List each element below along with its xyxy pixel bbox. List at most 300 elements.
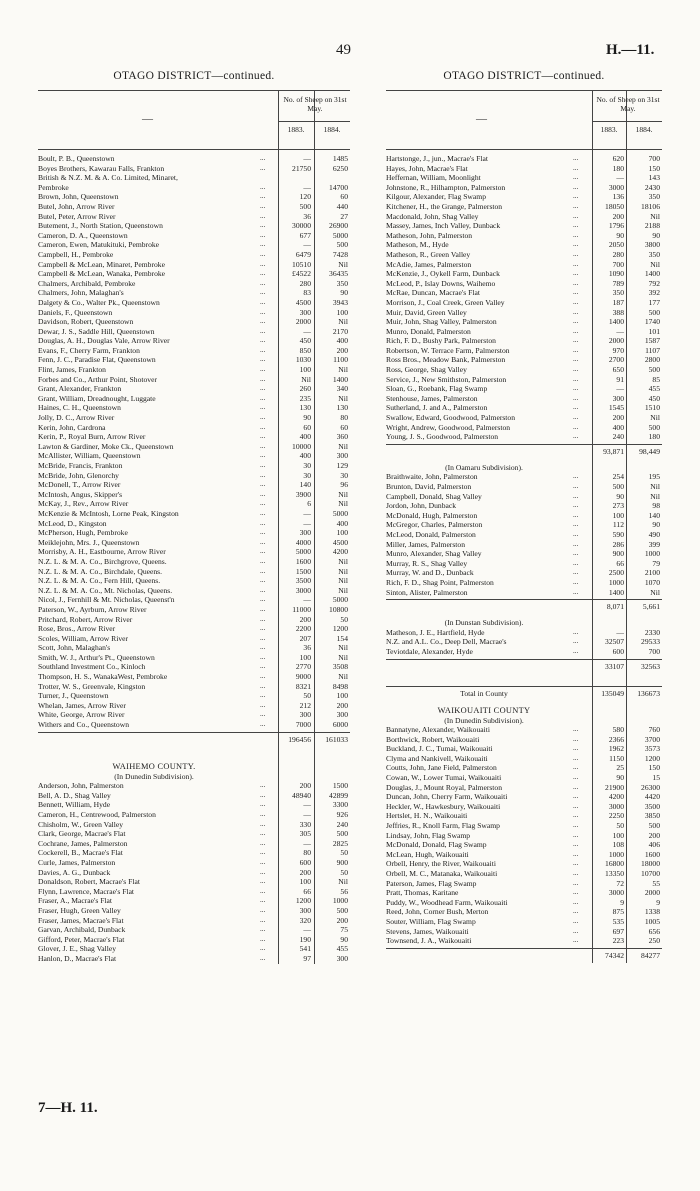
sheep-1884-value: Nil	[338, 499, 348, 509]
leader-dots: ...	[573, 211, 579, 220]
sheep-1883-value: 677	[299, 230, 311, 240]
sheep-1884-value: 300	[336, 451, 348, 461]
right-table-body	[386, 150, 662, 963]
owner-name: McKenzie & McIntosh, Lorne Peak, Kingston	[38, 508, 179, 518]
leader-dots: ...	[260, 710, 266, 719]
table-row	[38, 672, 350, 682]
sheep-1884-value: 8498	[332, 681, 348, 691]
sheep-1883-value: 260	[299, 384, 311, 394]
leader-dots: ...	[573, 926, 579, 935]
sheep-1883-value: 1030	[295, 355, 311, 365]
sheep-1884-value: 32563	[641, 661, 660, 671]
leader-dots: ...	[260, 547, 266, 556]
table-row	[38, 615, 350, 625]
sheep-1883-value: 6479	[295, 249, 311, 259]
leader-dots: ...	[260, 240, 266, 249]
leader-dots: ...	[573, 269, 579, 278]
leader-dots: ...	[573, 869, 579, 877]
leader-dots: ...	[573, 326, 579, 335]
table-row	[386, 568, 662, 578]
sheep-1883-value: 18050	[605, 201, 624, 211]
table-row	[386, 879, 662, 889]
owner-name: Stenhouse, James, Palmerston	[386, 393, 478, 403]
table-row	[38, 800, 350, 810]
table-row	[38, 173, 350, 183]
sheep-count-header: No. of Sheep on 31st May.	[283, 95, 347, 113]
table-row	[386, 432, 662, 442]
owner-name: Gifford, Peter, Macrae's Flat	[38, 934, 125, 944]
sheep-1883-value: 120	[299, 192, 311, 202]
sheep-1883-value: 112	[612, 520, 624, 530]
sheep-1883-value: 100	[612, 510, 624, 520]
leader-dots: ...	[260, 925, 266, 934]
leader-dots: ...	[573, 916, 579, 925]
owner-name: Borthwick, Robert, Waikouaiti	[386, 734, 480, 744]
sheep-1883-value: 100	[299, 365, 311, 375]
subdivision-heading	[386, 463, 662, 473]
table-row	[386, 336, 662, 346]
sheep-1884-value: 350	[336, 278, 348, 288]
table-row	[386, 346, 662, 356]
leader-dots: ...	[260, 326, 266, 335]
table-row	[386, 783, 662, 793]
owner-name: Matheson, M., Hyde	[386, 240, 449, 250]
sheep-1884-value: 500	[648, 422, 660, 432]
owner-name: Campbell & McLean, Wanaka, Pembroke	[38, 269, 166, 279]
leader-dots: ...	[573, 897, 579, 906]
leader-dots: ...	[573, 422, 579, 431]
owner-name: Massey, James, Inch Valley, Dunback	[386, 221, 501, 231]
owner-name: Murray, R. S., Shag Valley	[386, 558, 468, 568]
leader-dots: ...	[260, 269, 266, 278]
table-row	[386, 472, 662, 482]
sheep-1884-value: Nil	[338, 566, 348, 576]
sheep-1884-value: 455	[648, 384, 660, 394]
sheep-1884-value: 2188	[644, 221, 660, 231]
owner-name: Pratt, Thomas, Karitane	[386, 888, 459, 898]
owner-name: Jeffries, R., Knoll Farm, Flag Swamp	[386, 821, 500, 831]
sheep-1883-value: 300	[299, 528, 311, 538]
sheep-1883-value: —	[303, 838, 311, 848]
leader-dots: ...	[260, 790, 266, 799]
table-row	[38, 810, 350, 820]
owner-name: McDonald, Donald, Flag Swamp	[386, 840, 487, 850]
sheep-1883-value: 789	[612, 278, 624, 288]
sheep-1884-value: 5,661	[642, 602, 660, 612]
sheep-1884-value: 1510	[644, 403, 660, 413]
owner-name: Matheson, R., Green Valley	[386, 249, 471, 259]
name-column-dash: —	[142, 113, 153, 125]
sheep-1884-value: 5000	[332, 230, 348, 240]
owner-name: Whelan, James, Arrow River	[38, 700, 126, 710]
leader-dots: ...	[573, 182, 579, 191]
leader-dots: ...	[260, 819, 266, 828]
leader-dots: ...	[573, 278, 579, 287]
table-row	[38, 365, 350, 375]
sheep-1884-value: 90	[340, 934, 348, 944]
year-1884-header: 1884.	[635, 125, 653, 134]
sheep-1884-value: 26900	[329, 221, 348, 231]
leader-dots: ...	[260, 595, 266, 604]
owner-name: Jolly, D. C., Arrow River	[38, 413, 115, 423]
sheep-1884-value: 2330	[644, 627, 660, 637]
table-row	[386, 492, 662, 502]
table-row	[38, 528, 350, 538]
owner-name: Hanlon, D., Macrae's Flat	[38, 953, 117, 963]
sheep-1884-value: 340	[336, 384, 348, 394]
sheep-1883-value: 600	[299, 857, 311, 867]
leader-dots: ...	[573, 734, 579, 743]
sheep-1883-value: Nil	[301, 374, 311, 384]
owner-name: Macdonald, John, Shag Valley	[386, 211, 479, 221]
sheep-1884-value: 400	[336, 336, 348, 346]
table-row	[38, 653, 350, 663]
total-row	[386, 659, 662, 674]
sheep-1884-value: 1100	[333, 355, 348, 365]
sheep-1884-value: 84277	[641, 950, 660, 960]
table-row	[386, 907, 662, 917]
sheep-1883-value: —	[303, 810, 311, 819]
sheep-1883-value: 1796	[608, 221, 624, 231]
leader-dots: ...	[260, 182, 266, 191]
sheep-1883-value: 21750	[292, 163, 311, 173]
sheep-1883-value: 388	[612, 307, 624, 317]
leader-dots: ...	[573, 413, 579, 422]
sheep-1883-value: 36	[303, 643, 311, 653]
table-row	[386, 375, 662, 385]
leader-dots: ...	[573, 259, 579, 268]
owner-name: McPherson, Hugh, Pembroke	[38, 528, 128, 538]
owner-name: Dewar, J. S., Saddle Hill, Queenstown	[38, 326, 155, 336]
leader-dots: ...	[573, 627, 579, 636]
owner-name: Douglas, J., Mount Royal, Palmerston	[386, 782, 503, 792]
leader-dots: ...	[260, 489, 266, 498]
sheep-1883-value: 100	[299, 652, 311, 662]
sheep-1884-value: 50	[340, 848, 348, 858]
sheep-1883-value: 1150	[609, 753, 624, 763]
table-row	[38, 576, 350, 586]
owner-name: Chalmers, Archibald, Pembroke	[38, 278, 136, 288]
owner-name: Orbell, Henry, the River, Waikouaiti	[386, 859, 497, 869]
sheep-1883-value: 2366	[608, 734, 624, 744]
sheep-1884-value: 100	[336, 528, 348, 538]
owner-name: Davies, A. G., Dunback	[38, 867, 111, 877]
total-row	[386, 599, 662, 614]
table-row	[38, 298, 350, 308]
table-row	[38, 781, 350, 791]
leader-dots: ...	[573, 432, 579, 441]
leader-dots: ...	[260, 781, 266, 790]
leader-dots: ...	[573, 288, 579, 297]
sheep-1884-value: 500	[336, 240, 348, 250]
sheep-1884-value: 177	[648, 297, 660, 307]
sheep-1884-value: 399	[648, 539, 660, 549]
sheep-1883-value: 200	[612, 413, 624, 423]
leader-dots: ...	[573, 782, 579, 791]
sheep-1883-value: 535	[612, 916, 624, 926]
owner-name: Rose, Bros., Arrow River	[38, 624, 116, 634]
table-row	[38, 710, 350, 720]
sheep-1884-value: 3573	[644, 744, 660, 754]
sheep-1884-value: 143	[648, 173, 660, 183]
table-row	[38, 308, 350, 318]
left-table-body	[38, 150, 350, 964]
sheep-1884-value: 30	[340, 470, 348, 480]
sheep-1884-value: 161033	[325, 734, 348, 744]
owner-name: Evans, F., Cherry Farm, Frankton	[38, 345, 140, 355]
owner-name: McLeod, D., Kingston	[38, 518, 107, 528]
leader-dots: ...	[260, 800, 266, 809]
sheep-1884-value: 150	[648, 163, 660, 173]
table-row	[38, 877, 350, 887]
leader-dots: ...	[260, 278, 266, 287]
year-1883-header: 1883.	[287, 125, 305, 134]
sheep-1884-value: 75	[340, 925, 348, 935]
table-row	[386, 231, 662, 241]
table-row	[386, 530, 662, 540]
owner-name: Douglas, A. H., Douglas Vale, Arrow River	[38, 336, 170, 346]
owner-name: Sutherland, J. and A., Palmerston	[386, 403, 488, 413]
owner-name: Hertslet, H. N., Waikouaiti	[386, 811, 468, 821]
sheep-1884-value: Nil	[650, 211, 660, 221]
sheep-1884-value: 1000	[644, 549, 660, 559]
owner-name: Fraser, Hugh, Green Valley	[38, 905, 121, 915]
sheep-1884-value: Nil	[338, 652, 348, 662]
owner-name: Heckler, W., Hawkesbury, Waikouaiti	[386, 801, 501, 811]
owner-name: Southland Investment Co., Kinloch	[38, 662, 146, 672]
sheep-1884-value: 2000	[644, 888, 660, 898]
table-row	[386, 520, 662, 530]
owner-name: White, George, Arrow River	[38, 710, 125, 720]
leader-dots: ...	[260, 614, 266, 623]
owner-name: Hartstonge, J., jun., Macrae's Flat	[386, 154, 488, 163]
owner-name: Bell, A. D., Shag Valley	[38, 790, 111, 800]
leader-dots: ...	[573, 539, 579, 548]
sheep-1883-value: 97	[303, 953, 311, 963]
table-row	[386, 549, 662, 559]
leader-dots: ...	[260, 163, 266, 172]
leader-dots: ...	[260, 886, 266, 895]
leader-dots: ...	[573, 472, 579, 481]
heading-text: (In Dunstan Subdivision).	[444, 618, 524, 628]
leader-dots: ...	[573, 859, 579, 868]
owner-name: Flynn, Lawrence, Macrae's Flat	[38, 886, 135, 896]
table-row	[38, 557, 350, 567]
table-row	[386, 869, 662, 879]
table-row	[386, 423, 662, 433]
table-row	[38, 538, 350, 548]
sheep-1883-value: —	[303, 326, 311, 336]
sheep-1883-value: —	[303, 182, 311, 192]
sheep-1883-value: 187	[612, 297, 624, 307]
sheep-1884-value: 500	[336, 829, 348, 839]
owner-name: Curle, James, Palmerston	[38, 857, 116, 867]
owner-name: Cockerell, B., Macrae's Flat	[38, 848, 123, 858]
owner-name: Rich, F. D., Bushy Park, Palmerston	[386, 336, 496, 346]
table-row	[386, 859, 662, 869]
leader-dots: ...	[260, 867, 266, 876]
table-row	[386, 792, 662, 802]
owner-name: Rich, F. D., Shag Point, Palmerston	[386, 577, 494, 587]
sheep-1883-value: —	[303, 595, 311, 605]
sheep-1883-value: 970	[612, 345, 624, 355]
table-row	[38, 451, 350, 461]
sheep-1883-value: 2770	[295, 662, 311, 672]
sheep-1884-value: 350	[648, 249, 660, 259]
owner-name: Boult, P. B., Queenstown	[38, 154, 115, 163]
sheep-1883-value: 5000	[295, 547, 311, 557]
table-row	[386, 202, 662, 212]
table-row	[38, 595, 350, 605]
sheep-1883-value: 32507	[605, 637, 624, 647]
owner-name: Withers and Co., Queenstown	[38, 720, 130, 730]
table-row	[38, 375, 350, 385]
sheep-1883-value: —	[303, 800, 311, 810]
leader-dots: ...	[260, 508, 266, 517]
left-column-title: OTAGO DISTRICT—continued.	[113, 70, 275, 82]
sheep-1883-value: 207	[299, 633, 311, 643]
sheep-1883-value: —	[303, 240, 311, 250]
leader-dots: ...	[260, 953, 266, 962]
leader-dots: ...	[573, 336, 579, 345]
sheep-1884-value: 3300	[332, 800, 348, 810]
leader-dots: ...	[260, 211, 266, 220]
owner-name: Bannatyne, Alexander, Waikouaiti	[386, 725, 490, 735]
leader-dots: ...	[573, 221, 579, 230]
leader-dots: ...	[260, 662, 266, 671]
leader-dots: ...	[573, 393, 579, 402]
table-row	[38, 212, 350, 222]
owner-name: Ross Bros., Meadow Bank, Palmerston	[386, 355, 506, 365]
sheep-1884-value: 1338	[644, 907, 660, 917]
leader-dots: ...	[260, 934, 266, 943]
table-row	[38, 916, 350, 926]
owner-name: Buckland, J. C., Tumai, Waikouaiti	[386, 744, 493, 754]
owner-name: Campbell, H., Pembroke	[38, 249, 114, 259]
leader-dots: ...	[260, 307, 266, 316]
leader-dots: ...	[260, 681, 266, 690]
sheep-1883-value: 7000	[295, 720, 311, 730]
sheep-1883-value: 223	[612, 936, 624, 946]
sheep-1884-value: 154	[336, 633, 348, 643]
sheep-1884-value: 200	[336, 700, 348, 710]
table-row	[38, 432, 350, 442]
sheep-1884-value: 90	[340, 288, 348, 298]
sheep-1884-value: 700	[648, 646, 660, 656]
sheep-1883-value: 3000	[608, 182, 624, 192]
sheep-1883-value: 254	[612, 472, 624, 482]
owner-name: Cameron, H., Centrewood, Palmerston	[38, 810, 156, 819]
sheep-1884-value: 7428	[332, 249, 348, 259]
sheep-count-header: No. of Sheep on 31st May.	[596, 95, 660, 113]
sheep-1883-value: 90	[616, 491, 624, 501]
table-row	[386, 501, 662, 511]
right-table-header	[386, 90, 662, 150]
leader-dots: ...	[260, 336, 266, 345]
total-row	[386, 444, 662, 459]
sheep-1884-value: Nil	[338, 259, 348, 269]
table-row	[38, 720, 350, 730]
sheep-1884-value: 1070	[644, 577, 660, 587]
sheep-1884-value: 50	[340, 867, 348, 877]
sheep-1884-value: 56	[340, 886, 348, 896]
sheep-1883-value: —	[303, 154, 311, 163]
sheep-1883-value: 6	[307, 499, 311, 509]
leader-dots: ...	[573, 763, 579, 772]
sheep-1883-value: 4000	[295, 537, 311, 547]
sheep-1883-value: 3500	[295, 576, 311, 586]
table-row	[386, 559, 662, 569]
leader-dots: ...	[573, 154, 579, 162]
sheep-1884-value: 500	[336, 905, 348, 915]
owner-name: Glover, J. E., Shag Valley	[38, 944, 117, 954]
table-row	[38, 288, 350, 298]
leader-dots: ...	[260, 422, 266, 431]
leader-dots: ...	[260, 345, 266, 354]
table-row	[38, 499, 350, 509]
table-row	[38, 384, 350, 394]
sheep-1884-value: 3700	[644, 734, 660, 744]
table-row	[386, 888, 662, 898]
sheep-1883-value: 93,871	[603, 446, 624, 456]
table-row	[38, 327, 350, 337]
table-row	[386, 250, 662, 260]
owner-name: Braithwaite, John, Palmerston	[386, 472, 478, 482]
sheep-1884-value: 300	[336, 710, 348, 720]
sheep-1883-value: 90	[616, 230, 624, 240]
owner-name: Munro, Alexander, Shag Valley	[386, 549, 482, 559]
table-row	[38, 279, 350, 289]
owner-name: Coutts, John, Jane Field, Palmerston	[386, 763, 497, 773]
sheep-1884-value: 10700	[641, 869, 660, 878]
owner-name: McLeod, P., Islay Downs, Waihemo	[386, 278, 496, 288]
total-row	[38, 732, 350, 747]
table-row	[38, 490, 350, 500]
leader-dots: ...	[260, 355, 266, 364]
leader-dots: ...	[260, 838, 266, 847]
owner-name: Matheson, John, Palmerston	[386, 230, 473, 240]
sheep-1883-value: 400	[299, 451, 311, 461]
leader-dots: ...	[260, 624, 266, 633]
leader-dots: ...	[260, 720, 266, 729]
leader-dots: ...	[573, 355, 579, 364]
table-row	[386, 588, 662, 598]
year-1883-header: 1883.	[600, 125, 618, 134]
subdivision-heading	[386, 716, 662, 726]
leader-dots: ...	[260, 585, 266, 594]
owner-name: Puddy, W., Woodhead Farm, Waikouaiti	[386, 897, 508, 907]
table-row	[38, 317, 350, 327]
sheep-1884-value: 15	[652, 773, 660, 783]
sheep-1883-value: 200	[299, 781, 311, 791]
sheep-1883-value: 240	[612, 432, 624, 442]
leader-dots: ...	[260, 374, 266, 383]
sheep-1884-value: 450	[648, 393, 660, 403]
table-row	[38, 701, 350, 711]
table-row	[38, 471, 350, 481]
sheep-1883-value: 900	[612, 549, 624, 559]
owner-name: Trotter, W. S., Greenvale, Kingston	[38, 681, 146, 691]
sheep-1883-value: 90	[616, 773, 624, 783]
sheep-1884-value: 18106	[641, 201, 660, 211]
table-row	[386, 773, 662, 783]
leader-dots: ...	[260, 499, 266, 508]
sheep-1883-value: 2700	[608, 355, 624, 365]
owner-name: Smith, W. J., Arthur's Pt., Queenstown	[38, 652, 155, 662]
sheep-1884-value: 200	[336, 915, 348, 925]
sheep-1884-value: 42899	[329, 790, 348, 800]
sheep-1884-value: 4200	[332, 547, 348, 557]
